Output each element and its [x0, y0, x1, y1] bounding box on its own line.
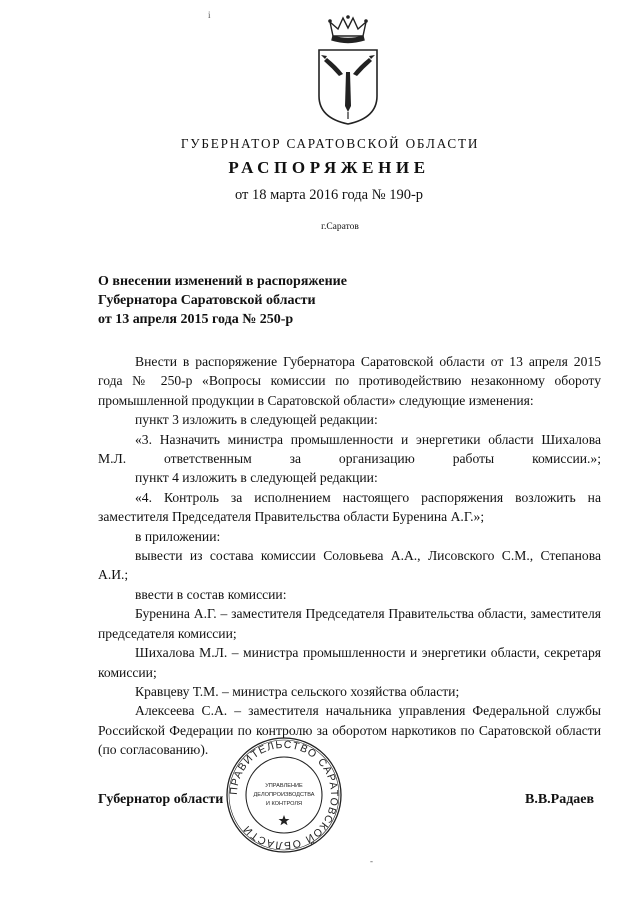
body-paragraph: «4. Контроль за исполнением настоящего распоряжения возложить на заместителя Председателя Правительства области Буренина А.Г.»;: [98, 489, 601, 525]
stamp-inner-line: И КОНТРОЛЯ: [265, 801, 303, 807]
body-paragraph: ввести в состав комиссии:: [135, 586, 287, 602]
signature-role: Губернатор области: [98, 792, 224, 807]
scan-mark: -: [370, 856, 373, 866]
star-icon: [279, 815, 290, 825]
issuing-authority: ГУБЕРНАТОР САРАТОВСКОЙ ОБЛАСТИ: [180, 136, 480, 151]
document-subject: [98, 272, 438, 329]
official-stamp: [224, 735, 344, 855]
scan-mark: i: [208, 10, 211, 20]
document-city: г.Саратов: [321, 222, 359, 232]
subject-line: О внесении изменений в распоряжение: [98, 274, 347, 289]
body-paragraph: пункт 3 изложить в следующей редакции:: [135, 412, 378, 428]
body-paragraph: «3. Назначить министра промышленности и энергетики области Шихалова М.Л. ответственным за организацию работы комиссии.»;: [98, 431, 601, 467]
stamp-inner-line: ДЕЛОПРОИЗВОДСТВА: [253, 792, 315, 798]
body-paragraph: вывести из состава комиссии Соловьева А.А., Лисовского С.М., Степанова А.И.;: [98, 548, 601, 583]
body-paragraph: Буренина А.Г. – заместителя Председателя Правительства области, заместителя председателя комиссии;: [98, 606, 601, 641]
document-body: [98, 352, 601, 760]
body-paragraph: Шихалова М.Л. – министра промышленности и энергетики области, секретаря комиссии;: [98, 645, 601, 680]
body-paragraph: Внести в распоряжение Губернатора Саратовской области от 13 апреля 2015 года № 250-р «Вопросы комиссии по противодействию незаконному обороту промышленной продукции в Саратовской области» следующие изменения:: [98, 354, 601, 408]
stamp-outer-text: ПРАВИТЕЛЬСТВО САРАТОВСКОЙ ОБЛАСТИ: [227, 738, 341, 852]
body-paragraph: Алексеева С.А. – заместителя начальника управления Федеральной службы Российской Федерации по контролю за оборотом наркотиков по Саратовской области (по согласованию).: [98, 703, 601, 758]
document-type: РАСПОРЯЖЕНИЕ: [228, 158, 430, 177]
coat-of-arms-icon: [313, 14, 383, 126]
signature-name: В.В.Радаев: [525, 792, 595, 807]
body-paragraph: Кравцеву Т.М. – министра сельского хозяйства области;: [135, 683, 460, 699]
body-paragraph: пункт 4 изложить в следующей редакции:: [135, 470, 378, 486]
subject-line: от 13 апреля 2015 года № 250-р: [98, 312, 294, 327]
subject-line: Губернатора Саратовской области: [98, 293, 316, 308]
document-date-number: от 18 марта 2016 года № 190-р: [234, 187, 424, 203]
body-paragraph: в приложении:: [135, 528, 221, 544]
stamp-inner-line: УПРАВЛЕНИЕ: [265, 783, 303, 789]
